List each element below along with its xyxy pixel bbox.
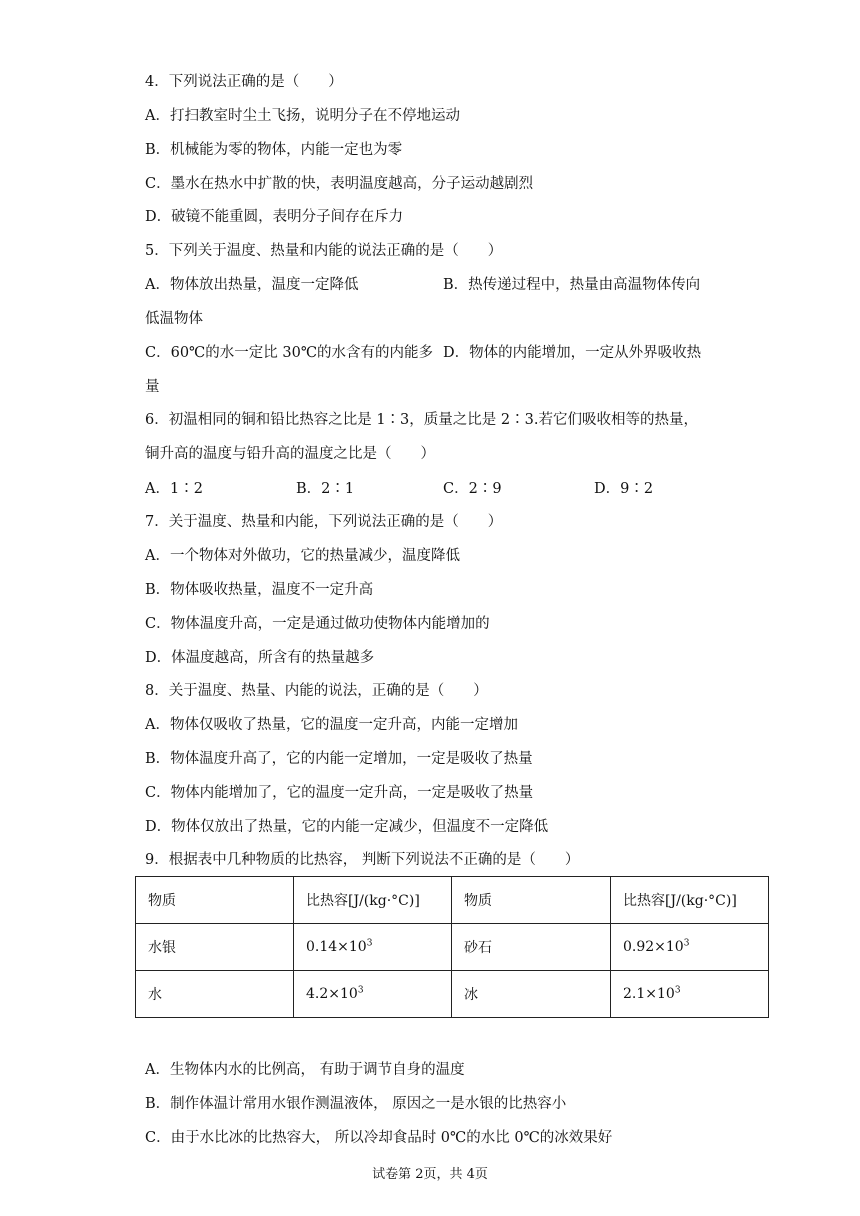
question-7-option-d: D．体温度越高，所含有的热量越多 <box>145 650 375 666</box>
question-5-option-d: D．物体的内能增加，一定从外界吸收热 <box>443 345 702 361</box>
question-7-stem: 7．关于温度、热量和内能，下列说法正确的是（ ） <box>145 514 503 530</box>
table-header-row <box>136 877 769 924</box>
question-8-option-b: B．物体温度升高了，它的内能一定增加，一定是吸收了热量 <box>145 751 533 767</box>
question-9-stem: 9．根据表中几种物质的比热容， 判断下列说法不正确的是（ ） <box>145 852 580 868</box>
question-8-option-d: D．物体仅放出了热量，它的内能一定减少，但温度不一定降低 <box>145 819 549 835</box>
question-5-option-b-continued: 低温物体 <box>145 311 203 327</box>
table-header-cell: 比热容[J/(kg·°C)] <box>294 877 452 924</box>
question-9-option-c: C．由于水比冰的比热容大， 所以冷却食品时 0℃的水比 0℃的冰效果好 <box>145 1130 613 1146</box>
table-cell-value: $0.14\times 10^3$ <box>294 924 452 971</box>
table-cell-value: $0.92\times 10^3$ <box>611 924 769 971</box>
table-header-cell: 物质 <box>452 877 611 924</box>
question-7-option-a: A．一个物体对外做功，它的热量减少，温度降低 <box>145 548 460 564</box>
question-6-stem-continued: 铜升高的温度与铅升高的温度之比是（ ） <box>145 446 435 462</box>
specific-heat-table <box>135 876 769 1018</box>
question-9-option-b: B．制作体温计常用水银作测温液体， 原因之一是水银的比热容小 <box>145 1096 567 1112</box>
table-row <box>136 924 769 971</box>
question-4-option-d: D．破镜不能重圆，表明分子间存在斥力 <box>145 209 404 225</box>
question-6-option-d: D．9∶2 <box>594 481 654 497</box>
question-5-option-d-continued: 量 <box>145 379 160 395</box>
question-7-option-c: C．物体温度升高，一定是通过做功使物体内能增加的 <box>145 616 490 632</box>
question-4-option-c: C．墨水在热水中扩散的快，表明温度越高，分子运动越剧烈 <box>145 176 534 192</box>
table-row <box>136 971 769 1018</box>
table-header-cell: 比热容[J/(kg·°C)] <box>611 877 769 924</box>
question-6-stem: 6．初温相同的铜和铅比热容之比是 1∶3，质量之比是 2∶3.若它们吸收相等的热量， <box>145 412 698 428</box>
table-cell-substance: 水银 <box>136 924 294 971</box>
table-cell-value: $2.1\times 10^3$ <box>611 971 769 1018</box>
table-cell-substance: 水 <box>136 971 294 1018</box>
question-8-option-c: C．物体内能增加了，它的温度一定升高，一定是吸收了热量 <box>145 785 534 801</box>
question-7-option-b: B．物体吸收热量，温度不一定升高 <box>145 582 374 598</box>
question-8-stem: 8．关于温度、热量、内能的说法，正确的是（ ） <box>145 683 488 699</box>
question-6-option-b: B．2∶1 <box>296 481 355 497</box>
page-footer: 试卷第 2页，共 4页 <box>372 1167 488 1182</box>
table-header-cell: 物质 <box>136 877 294 924</box>
question-4-option-b: B．机械能为零的物体，内能一定也为零 <box>145 142 403 158</box>
question-5-option-a: A．物体放出热量，温度一定降低 <box>145 277 359 293</box>
question-9-option-a: A．生物体内水的比例高， 有助于调节自身的温度 <box>145 1062 465 1078</box>
question-5-option-b: B．热传递过程中，热量由高温物体传向 <box>443 277 701 293</box>
table-cell-value: $4.2\times 10^3$ <box>294 971 452 1018</box>
question-5-stem: 5．下列关于温度、热量和内能的说法正确的是（ ） <box>145 243 503 259</box>
question-4-stem: 4．下列说法正确的是（ ） <box>145 74 343 90</box>
question-6-option-a: A．1∶2 <box>145 481 203 497</box>
question-4-option-a: A．打扫教室时尘土飞扬，说明分子在不停地运动 <box>145 108 460 124</box>
table-cell-substance: 冰 <box>452 971 611 1018</box>
table-cell-substance: 砂石 <box>452 924 611 971</box>
question-8-option-a: A．物体仅吸收了热量，它的温度一定升高，内能一定增加 <box>145 717 518 733</box>
question-5-option-c: C．60℃的水一定比 30℃的水含有的内能多 <box>145 345 434 361</box>
question-6-option-c: C．2∶9 <box>443 481 502 497</box>
